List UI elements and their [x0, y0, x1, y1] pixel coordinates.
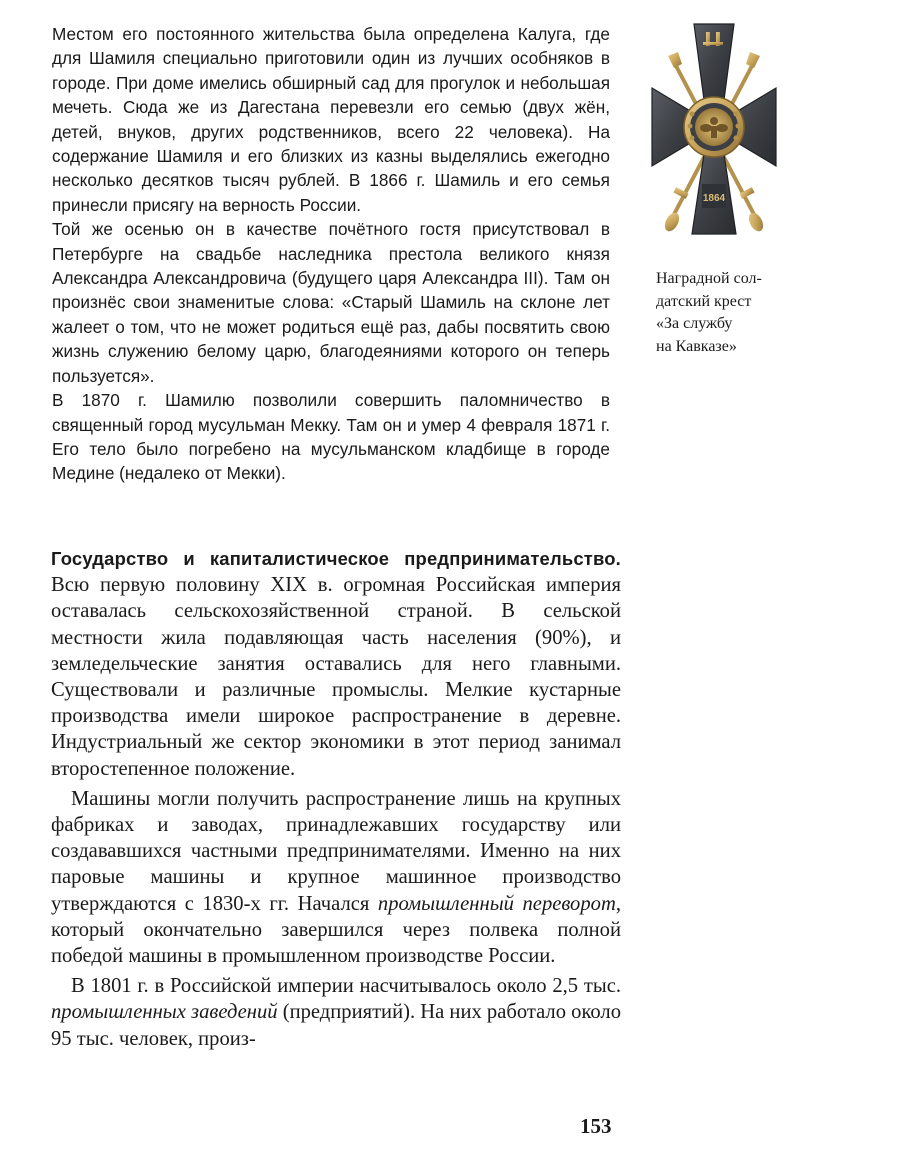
main-paragraph-3-text-a: В 1801 г. в Российской империи насчитывалось около 2,5 тыс. [71, 975, 621, 998]
shamil-inset [52, 22, 610, 486]
main-paragraph-1-text: Всю первую половину XIX в. огромная Российская империя оставалась сельскохозяйственной страной. В сельской местности жила подавляющая часть населения (90%), и земледельческие занятия оставались для него главными. Существовали и различные промыслы. Мелкие кустарные производства имели широкое распространение в деревне. Индустриальный же сектор экономики в этот период занимал второстепенное положение. [51, 574, 621, 780]
main-paragraph-2-text-b: , который окончательно завершился через полвека полной победой машины в промышленном производстве России. [51, 892, 621, 968]
caption-line: на Кавказе» [656, 337, 737, 355]
caption-line: «За службу [656, 315, 733, 333]
inset-paragraph-1: Местом его постоянного жительства была определена Калуга, где для Шамиля специально приготовили один из лучших особняков в городе. При доме имелись обширный сад для прогулок и небольшая мечеть. Сюда же из Дагестана перевезли его семью (двух жён, детей, внуков, других родственников, всего 22 человека). На содержание Шамиля и его близких из казны выделялись ежегодно несколько десятков тысяч рублей. В 1866 г. Шамиль и его семья принесли присягу на верность России. [52, 24, 610, 215]
main-paragraph-3-text-b: (предприятий). На них работало около 95 тыс. человек, произ- [51, 1001, 622, 1050]
inset-paragraph-3: В 1870 г. Шамилю позволили совершить паломничество в священный город мусульман Мекку. Там он и умер 4 февраля 1871 г. Его тело было погребено на мусульманском кладбище в городе Медине (недалеко от Мекки). [52, 390, 610, 484]
emphasis-industrial-establishments: промышленных заведений [51, 1001, 278, 1024]
figure-caption [656, 268, 816, 358]
emphasis-industrial-revolution: промышленный переворот [377, 892, 616, 915]
main-paragraph-2 [51, 786, 621, 969]
main-paragraph-1 [51, 546, 621, 782]
inset-paragraph-2: Той же осенью он в качестве почётного гостя присутствовал в Петербурге на свадьбе наследника престола великого князя Александра Александровича (будущего царя Александра III). Там он произнёс свои знаменитые слова: «Старый Шамиль на склоне лет жалеет о том, что не может родиться ещё раз, дабы посвятить свою жизнь служению белому царю, благодеяниями которого он теперь пользуется». [52, 219, 610, 386]
caption-line: датский крест [656, 292, 752, 310]
section-title: Государство и капиталистическое предпринимательство. [51, 548, 621, 569]
main-paragraph-2-text-a: Машины могли получить распространение лишь на крупных фабриках и заводах, принадлежавших государству или создававшихся частными предпринимателями. Именно на них паровые машины и крупное машинное производство утверждаются с 1830-х гг. Начался [51, 787, 621, 915]
award-cross-year: 1864 [702, 193, 726, 204]
caption-line: Наградной сол- [656, 270, 762, 287]
main-paragraph-3 [51, 973, 621, 1052]
page-number: 153 [580, 1114, 612, 1138]
award-cross-image [648, 22, 780, 238]
main-text [51, 546, 621, 1052]
